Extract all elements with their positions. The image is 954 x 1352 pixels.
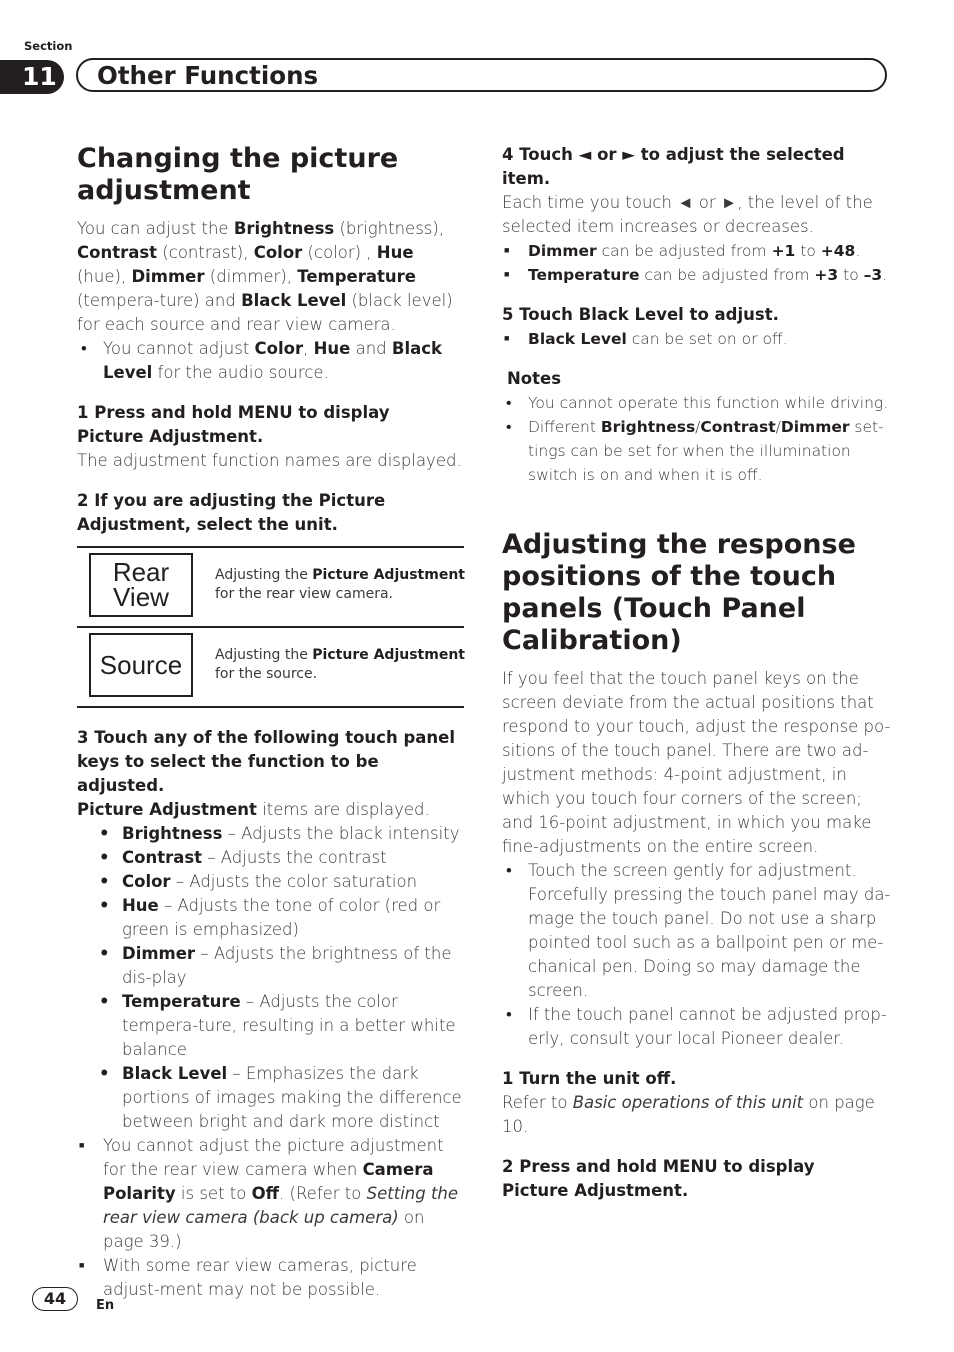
dimmer-range-note: ■ Dimmer can be adjusted from +1 to +48.	[502, 239, 894, 263]
list-item: • Color – Adjusts the color saturation	[77, 870, 467, 894]
step-3-title: 3 Touch any of the following touch panel keys to select the function to be adjusted.	[77, 728, 455, 795]
adjustment-items-list	[77, 822, 467, 1134]
step-1-body: The adjustment function names are displayed.	[77, 451, 462, 470]
step-4-body: Each time you touch ◄ or ►, the level of the selected item increases or decreases.	[502, 193, 873, 236]
note-driving: • You cannot operate this function while driving.	[502, 391, 894, 415]
note-audio-source: • You cannot adjust Color, Hue and Black Level for the audio source.	[77, 337, 467, 385]
list-item: • Temperature – Adjusts the color tempera-ture, resulting in a better white balance	[77, 990, 467, 1062]
step-3-body: Picture Adjustment items are displayed.	[77, 800, 430, 819]
list-item: • Brightness – Adjusts the black intensity	[77, 822, 467, 846]
table-cell-description: Adjusting the Picture Adjustment for the source.	[215, 647, 465, 682]
language-label: En	[96, 1298, 115, 1313]
source-key[interactable]: Source	[89, 633, 193, 697]
calibration-step-2-title: 2 Press and hold MENU to display Picture Adjustment.	[502, 1157, 815, 1200]
note-consult-dealer: • If the touch panel cannot be adjusted prop-erly, consult your local Pioneer dealer.	[502, 1003, 894, 1051]
rear-view-key[interactable]: Rear View	[89, 553, 193, 617]
table-cell-description: Adjusting the Picture Adjustment for the rear view camera.	[215, 567, 465, 602]
note-touch-gently: • Touch the screen gently for adjustment. Forcefully pressing the touch panel may da-mage the touch panel. Do not use a sharp pointed tool such as a ballpoint pen or me-chanical pen. Doing so may damage the screen.	[502, 859, 894, 1003]
calibration-step-1-title: 1 Turn the unit off.	[502, 1069, 677, 1088]
chapter-title: Other Functions	[97, 61, 319, 90]
step-2-title: 2 If you are adjusting the Picture Adjustment, select the unit.	[77, 491, 386, 534]
note-illumination: • Different Brightness/Contrast/Dimmer set-tings can be set for when the illumination switch is on and when it is off.	[502, 415, 894, 487]
unit-select-table	[77, 546, 464, 708]
calibration-step-1-body: Refer to Basic operations of this unit on page 10.	[502, 1093, 875, 1136]
table-row	[77, 546, 464, 626]
left-column-bottom	[77, 726, 467, 1302]
list-item: • Hue – Adjusts the tone of color (red or green is emphasized)	[77, 894, 467, 942]
section-heading-picture-adjustment: Changing the picture adjustment	[77, 143, 399, 206]
section-number-badge: 11	[0, 60, 64, 94]
page-number: 44	[32, 1287, 78, 1311]
temperature-range-note: ■ Temperature can be adjusted from +3 to –3.	[502, 263, 894, 287]
table-row	[77, 626, 464, 708]
right-column	[502, 143, 894, 1203]
section-label: Section	[24, 39, 73, 53]
note-camera-polarity: ■ You cannot adjust the picture adjustment for the rear view camera when Camera Polarity is set to Off. (Refer to Setting the rear view camera (back up camera) on page 39.)	[77, 1134, 467, 1254]
black-level-note: ■ Black Level can be set on or off.	[502, 327, 894, 351]
left-column-top	[77, 143, 467, 537]
step-4-title: 4 Touch ◄ or ► to adjust the selected item.	[502, 145, 845, 188]
notes-title: Notes	[507, 369, 562, 388]
step-1-title: 1 Press and hold MENU to display Picture Adjustment.	[77, 403, 390, 446]
calibration-intro: If you feel that the touch panel keys on the screen deviate from the actual positions that respond to your touch, adjust the response po-sitions of the touch panel. There are two ad-justment methods: 4-point adjustment, in which you touch four corners of the screen; and 16-point adjustment, in which you make fine-adjustments on the entire screen.	[502, 669, 891, 856]
list-item: • Dimmer – Adjusts the brightness of the dis-play	[77, 942, 467, 990]
list-item: • Black Level – Emphasizes the dark portions of images making the difference between bright and dark more distinct	[77, 1062, 467, 1134]
step-5-title: 5 Touch Black Level to adjust.	[502, 305, 779, 324]
section-heading-touch-calibration: Adjusting the response positions of the touch panels (Touch Panel Calibration)	[502, 529, 856, 656]
note-rear-camera-compat: ■ With some rear view cameras, picture adjust-ment may not be possible.	[77, 1254, 467, 1302]
list-item: • Contrast – Adjusts the contrast	[77, 846, 467, 870]
intro-paragraph: You can adjust the Brightness (brightness), Contrast (contrast), Color (color) , Hue (hue), Dimmer (dimmer), Temperature (tempera-ture) and Black Level (black level) for each source and rear view camera.	[77, 219, 453, 334]
